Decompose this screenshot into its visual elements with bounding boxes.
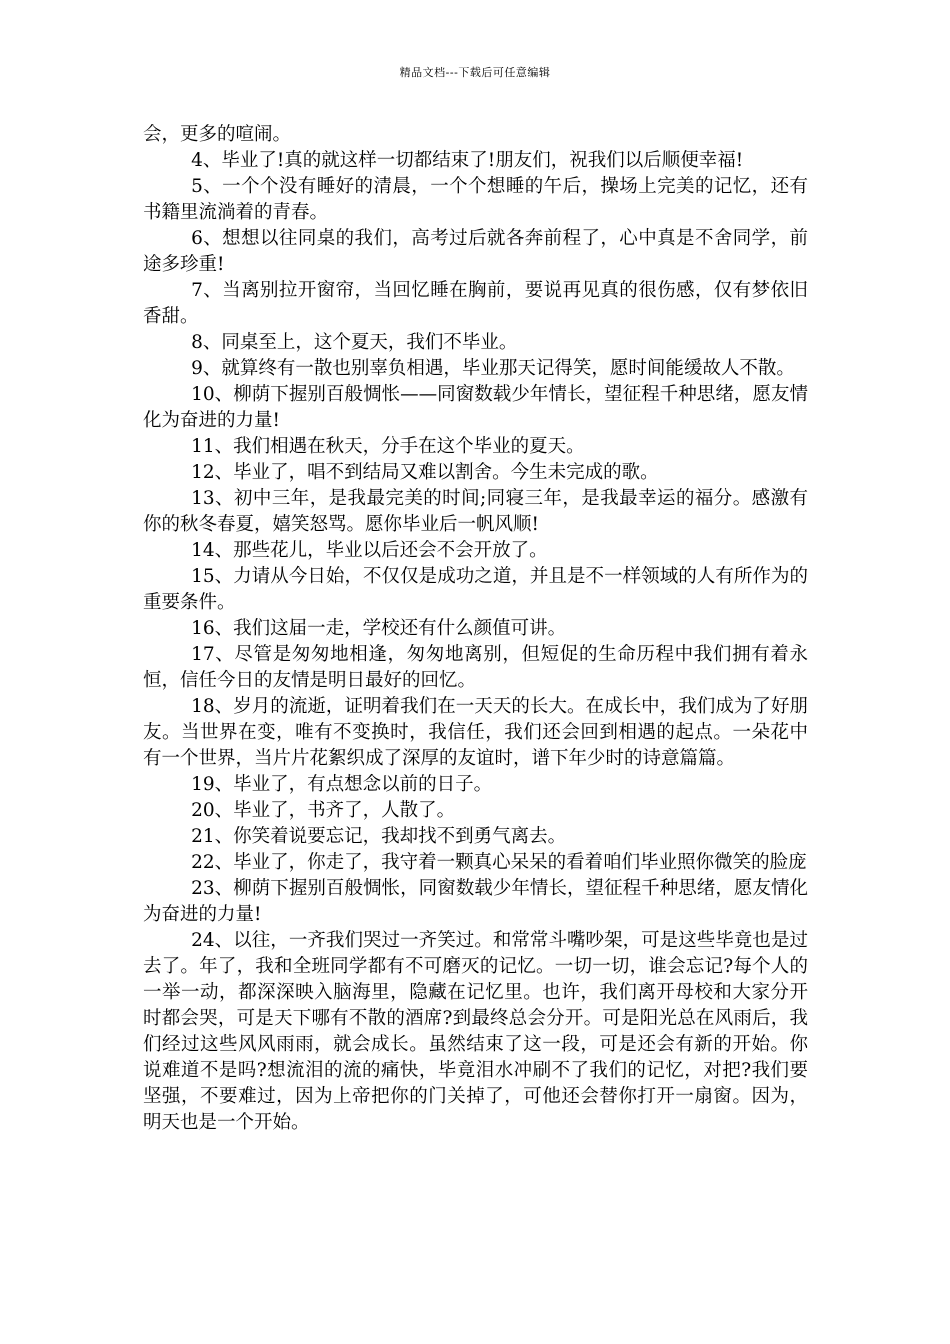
paragraph-item-24: 24、以往，一齐我们哭过一齐笑过。和常常斗嘴吵架，可是这些毕竟也是过去了。年了，我和全班同学都有不可磨灭的记忆。一切一切，谁会忘记?每个人的一举一动，都深深映入脑海里，隐藏在记忆里。也许，我们离开母校和大家分开时都会哭，可是天下哪有不散的酒席?到最终总会分开。可是阳光总在风雨后，我们经过这些风风雨雨，就会成长。虽然结束了这一段，可是还会有新的开始。你说难道不是吗?想流泪的流的痛快，毕竟泪水冲刷不了我们的记忆，对把?我们要坚强，不要难过，因为上帝把你的门关掉了，可他还会替你打开一扇窗。因为，明天也是一个开始。 (143, 930, 808, 1133)
paragraph-item-16: 16、我们这届一走，学校还有什么颜值可讲。 (191, 618, 567, 639)
paragraph-item-4: 4、毕业了!真的就这样一切都结束了!朋友们，祝我们以后顺便幸福! (191, 150, 744, 171)
paragraph-item-17: 17、尽管是匆匆地相逢，匆匆地离别，但短促的生命历程中我们拥有着永恒，信任今日的友情是明日最好的回忆。 (143, 644, 808, 691)
paragraph-item-20: 20、毕业了，书齐了，人散了。 (191, 800, 456, 821)
paragraph-item-10: 10、柳荫下握别百般惆怅——同窗数载少年情长，望征程千种思绪，愿友情化为奋进的力量! (143, 384, 808, 431)
paragraph-item-19: 19、毕业了，有点想念以前的日子。 (191, 774, 493, 795)
paragraph-item-18: 18、岁月的流逝，证明着我们在一天天的长大。在成长中，我们成为了好朋友。当世界在变，唯有不变换时，我信任，我们还会回到相遇的起点。一朵花中有一个世界，当片片花絮织成了深厚的友谊时，谱下年少时的诗意篇篇。 (143, 696, 808, 769)
paragraph-item-12: 12、毕业了，唱不到结局又难以割舍。今生未完成的歌。 (191, 462, 659, 483)
paragraph-item-8: 8、同桌至上，这个夏天，我们不毕业。 (191, 332, 518, 353)
paragraph-item-9: 9、就算终有一散也别辜负相遇，毕业那天记得笑，愿时间能缓故人不散。 (191, 358, 795, 379)
paragraph-item-11: 11、我们相遇在秋天，分手在这个毕业的夏天。 (191, 436, 585, 457)
paragraph-item-23: 23、柳荫下握别百般惆怅，同窗数载少年情长，望征程千种思绪，愿友情化为奋进的力量! (143, 878, 808, 925)
paragraph-item-5: 5、一个个没有睡好的清晨，一个个想睡的午后，操场上完美的记忆，还有书籍里流淌着的青春。 (143, 176, 808, 223)
paragraph-item-15: 15、力请从今日始，不仅仅是成功之道，并且是不一样领域的人有所作为的重要条件。 (143, 566, 808, 613)
paragraph-item-14: 14、那些花儿，毕业以后还会不会开放了。 (191, 540, 548, 561)
document-body (143, 122, 808, 1136)
paragraph-item-22: 22、毕业了，你走了，我守着一颗真心呆呆的看着咱们毕业照你微笑的脸庞 (191, 852, 807, 873)
paragraph-item-21: 21、你笑着说要忘记，我却找不到勇气离去。 (191, 826, 567, 847)
paragraph-item-7: 7、当离别拉开窗帘，当回忆睡在胸前，要说再见真的很伤感，仅有梦依旧香甜。 (143, 280, 808, 327)
paragraph-item-6: 6、想想以往同桌的我们，高考过后就各奔前程了，心中真是不舍同学，前途多珍重! (143, 228, 808, 275)
paragraph-item-13: 13、初中三年，是我最完美的时间;同寝三年，是我最幸运的福分。感激有你的秋冬春夏，嬉笑怒骂。愿你毕业后一帆风顺! (143, 488, 808, 535)
page-header: 精品文档---下载后可任意编辑 (399, 66, 551, 79)
paragraph-continuation: 会，更多的喧闹。 (143, 124, 292, 145)
